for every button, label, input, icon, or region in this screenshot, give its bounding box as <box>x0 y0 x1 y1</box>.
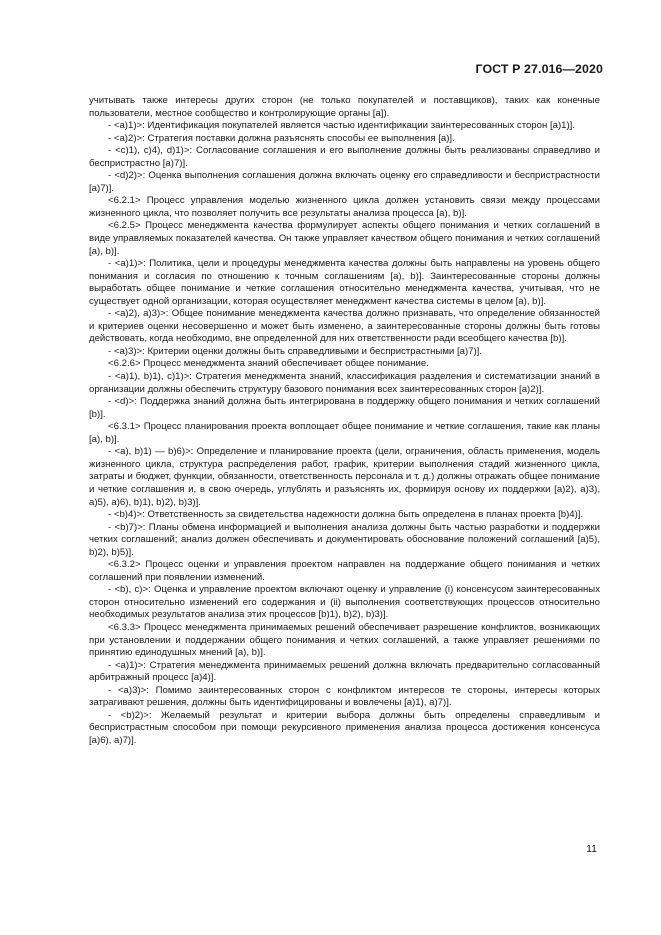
paragraph: - <b)7)>: Планы обмена информацией и выполнения анализа должны быть частью разработки и поддержки четких соглашений; анализ должен обеспечивать и документировать обоснование положений соглашений [а)5), b)2), b)5)]. <box>89 521 600 558</box>
paragraph: - <a)2), a)3)>: Общее понимание менеджмента качества должно признавать, что определение обязанностей и критериев оценки несовершенно и может быть изменено, а заинтересованные стороны должны быть готовы действовать, когда необходимо, вне определенной для них ответственности ради всеобщего качества [b)]. <box>89 308 600 345</box>
paragraph: - <a)1), b)1), c)1)>: Стратегия менеджмента знаний, классификация разделения и систематизации знаний в организации должны обеспечить структуру базового понимания всех заинтересованных сторон [а)2)]. <box>89 371 600 395</box>
paragraph: - <a)1)>: Идентификация покупателей является частью идентификации заинтересованных сторон [а)1)]. <box>108 120 576 132</box>
paragraph: - <a)3)>: Критерии оценки должны быть справедливыми и беспристрастными [а)7)]. <box>108 345 483 357</box>
paragraph: - <c)1), c)4), d)1)>: Согласование соглашения и его выполнение должны быть реализованы справедливо и беспристрастно [а)7)]. <box>89 145 600 169</box>
paragraph: - <b)2)>: Желаемый результат и критерии выбора должны быть определены справедливым и беспристрастным способом при помощи рекурсивного применения анализа процесса достижения консенсуса [а)6), а)7)]. <box>89 709 600 746</box>
paragraph: - <a)2)>: Стратегия поставки должна разъяснять способы ее выполнения [а)]. <box>108 132 455 144</box>
paragraph: <6.2.5> Процесс менеджмента качества формулирует аспекты общего понимания и четких соглашений в виде управляемых показателей качества. Он также управляет качеством общего понимания и четких соглашений [а), b)]. <box>89 220 600 257</box>
paragraph: - <a)3)>: Помимо заинтересованных сторон с конфликтом интересов те стороны, интересы которых затрагивают решения, должны быть идентифицированы и вовлечены [а)1), а)7)]. <box>89 684 600 709</box>
paragraph: - <a), b)1) — b)6)>: Определение и планирование проекта (цели, ограничения, область применения, модель жизненного цикла, структура распределения работ, график, критерии выполнения стадий жизненного цикла, затраты и бюджет, функции, обязанности, ответственность персонала и т. д.) должны отражать общее понимание и четкие соглашения и, в свою очередь, углублять и разъяснять их, формируя основу их поддержки [а)2), а)3), а)5), а)6), b)1), b)2), b)3)]. <box>89 446 600 508</box>
paragraph: - <d)2)>: Оценка выполнения соглашения должна включать оценку его справедливости и беспристрастности [а)7)]. <box>89 170 600 194</box>
paragraph: <6.2.6> Процесс менеджмента знаний обеспечивает общее понимание. <box>108 358 429 370</box>
paragraph: - <b)4)>: Ответственность за свидетельства надежности должна быть определена в планах проекта [b)4)]. <box>108 509 584 521</box>
paragraph: учитывать также интересы других сторон (не только покупателей и поставщиков), таких как конечные пользователи, местное сообщество и контролирующие органы [а]). <box>89 95 600 119</box>
paragraph: - <d)>: Поддержка знаний должна быть интегрирована в поддержку общего понимания и четких соглашений [b)]. <box>89 396 600 420</box>
paragraph: - <b), c)>: Оценка и управление проектом включают оценку и управление (i) консенсусом заинтересованных сторон относительно изменений его содержания и (ii) выполнения соответствующих процессов относительно необходимых результатов анализа этих процессов [b)1), b)2), b)3)]. <box>89 584 600 621</box>
paragraph: - <a)1)>: Политика, цели и процедуры менеджмента качества должны быть направлены на уровень общего понимания и согласия по отношению к точным соглашениям [а), b)]. Заинтересованные стороны должны выработать общее понимание и четкие соглашения относительно менеджмента качества, учитывая, что не существует одной организации, которая осуществляет менеджмент качества системы в целом [а), b)]. <box>89 258 600 307</box>
paragraph: <6.3.2> Процесс оценки и управления проектом направлен на поддержание общего понимания и четких соглашений при появлении изменений. <box>89 559 600 583</box>
paragraph: <6.3.1> Процесс планирования проекта воплощает общее понимание и четкие соглашения, такие как планы [а), b)]. <box>89 421 600 445</box>
body-text <box>89 95 600 747</box>
paragraph: <6.2.1> Процесс управления моделью жизненного цикла должен установить связи между процессами жизненного цикла, что позволяет получить все результаты анализа процесса [а), b)]. <box>89 195 600 219</box>
paragraph: - <a)1)>: Стратегия менеджмента принимаемых решений должна включать предварительно согласованный арбитражный процесс [а)4)]. <box>89 659 600 684</box>
standard-number: ГОСТ Р 27.016—2020 <box>475 62 603 76</box>
page-number: 11 <box>586 843 597 855</box>
paragraph: <6.3.3> Процесс менеджмента принимаемых решений обеспечивает разрешение конфликтов, возникающих при установлении и поддержании общего понимания и четких соглашений, а также управляет решениями по принятию единодушных мнений [а), b)]. <box>89 621 600 659</box>
